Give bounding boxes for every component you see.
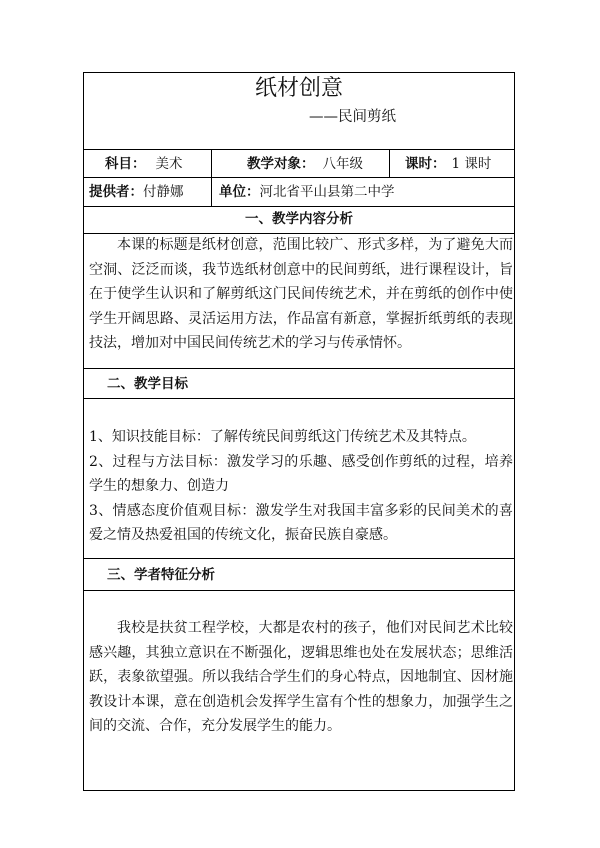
audience-label: 教学对象： bbox=[247, 156, 315, 172]
unit-value: 河北省平山县第二中学 bbox=[259, 184, 395, 200]
divider bbox=[389, 149, 390, 177]
section-heading-learner-analysis: 三、学者特征分析 bbox=[107, 567, 215, 583]
subject-field bbox=[105, 155, 183, 173]
divider bbox=[211, 149, 212, 177]
hours-value: 1 课时 bbox=[451, 156, 492, 172]
divider bbox=[84, 398, 514, 399]
section-heading-content-analysis: 一、教学内容分析 bbox=[245, 211, 353, 227]
divider bbox=[84, 177, 514, 178]
learner-analysis-text bbox=[89, 616, 513, 739]
audience-field bbox=[247, 155, 363, 173]
content-analysis-text bbox=[89, 233, 513, 356]
objective-item: 3、情感态度价值观目标：激发学生对我国丰富多彩的民间美术的喜爱之情及热爱祖国的传统文化，振奋民族自豪感。 bbox=[89, 502, 513, 543]
divider bbox=[211, 177, 212, 206]
paragraph: 我校是扶贫工程学校，大都是农村的孩子，他们对民间艺术比较感兴趣，其独立意识在不断强化，逻辑思维也处在发展状态；思维活跃，表象欲望强。所以我结合学生们的身心特点，因地制宜、因材施教设计本课，意在创造机会发挥学生富有个性的想象力，加强学生之间的交流、合作，充分发展学生的能力。 bbox=[89, 620, 513, 734]
audience-value: 八年级 bbox=[322, 156, 363, 172]
provider-label: 提供者： bbox=[89, 184, 143, 200]
unit-field bbox=[219, 183, 395, 201]
divider bbox=[84, 368, 514, 369]
provider-field bbox=[89, 183, 184, 201]
unit-label: 单位： bbox=[219, 184, 260, 200]
objective-item: 2、过程与方法目标：激发学习的乐趣、感受创作剪纸的过程，培养学生的想象力、创造力 bbox=[89, 453, 513, 494]
page-subtitle: ——民间剪纸 bbox=[309, 109, 396, 125]
hours-field bbox=[405, 155, 491, 173]
lesson-plan-table bbox=[83, 72, 515, 791]
paragraph: 本课的标题是纸材创意，范围比较广、形式多样，为了避免大而空洞、泛泛而谈，我节选纸材创意中的民间剪纸，进行课程设计，旨在于使学生认识和了解剪纸这门民间传统艺术，并在剪纸的创作中使学生开阔思路、灵活运用方法，作品富有新意，掌握折纸剪纸的表现技法，增加对中国民间传统艺术的学习与传承情怀。 bbox=[89, 237, 513, 351]
objectives-list bbox=[89, 425, 513, 548]
subject-label: 科目： bbox=[105, 156, 146, 172]
divider bbox=[84, 590, 514, 591]
divider bbox=[84, 149, 514, 150]
subject-value: 美术 bbox=[155, 156, 183, 172]
page-title: 纸材创意 bbox=[254, 76, 343, 101]
objective-item: 1、知识技能目标：了解传统民间剪纸这门传统艺术及其特点。 bbox=[89, 429, 476, 445]
provider-value: 付静娜 bbox=[143, 184, 184, 200]
divider bbox=[84, 558, 514, 559]
section-heading-objectives: 二、教学目标 bbox=[107, 376, 188, 392]
divider bbox=[84, 206, 514, 207]
hours-label: 课时： bbox=[405, 156, 446, 172]
